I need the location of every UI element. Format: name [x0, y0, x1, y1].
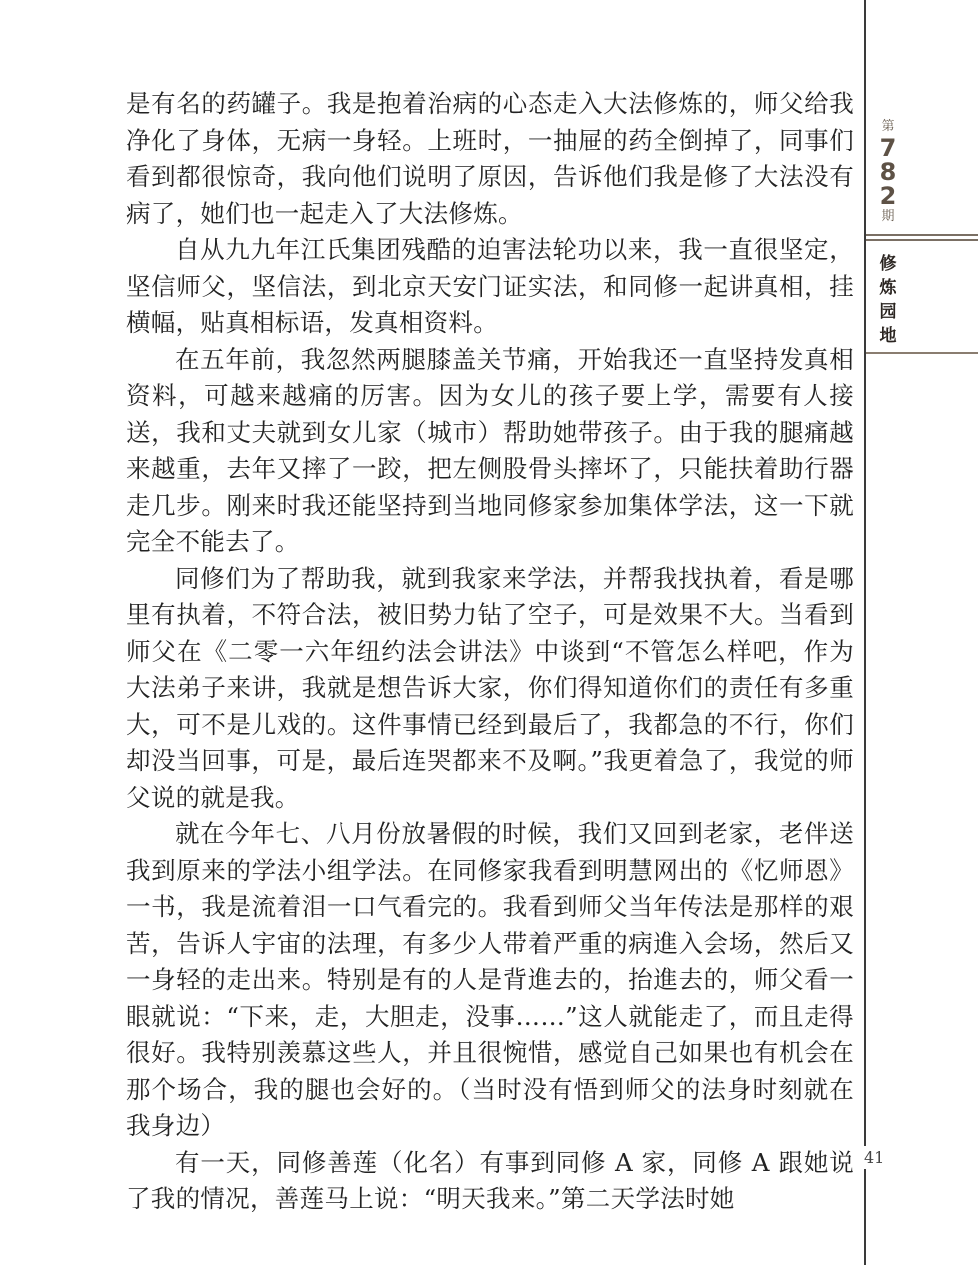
- section-char-1: 修: [879, 254, 897, 274]
- sidebar-bottom-rule: [866, 352, 978, 354]
- issue-number-8: 8: [879, 158, 897, 186]
- article-body: [126, 86, 854, 1218]
- paragraph-5: 就在今年七、八月份放暑假的时候，我们又回到老家，老伴送我到原来的学法小组学法。在同修家我看到明慧网出的《忆师恩》一书，我是流着泪一口气看完的。我看到师父当年传法是那样的艰苦，告诉人宇宙的法理，有多少人带着严重的病進入会场，然后又一身轻的走出来。特别是有的人是背進去的，抬進去的，师父看一眼就说：“下来，走，大胆走，没事……”这人就能走了，而且走得很好。我特别羡慕这些人，并且很惋惜，感觉自己如果也有机会在那个场合，我的腿也会好的。（当时没有悟到师父的法身时刻就在我身边）: [126, 819, 854, 1140]
- section-title: [868, 252, 908, 348]
- issue-prefix: 第: [881, 119, 895, 134]
- issue-number-7: 7: [879, 134, 897, 162]
- issue-label: [868, 118, 908, 226]
- paragraph-1: 是有名的药罐子。我是抱着治病的心态走入大法修炼的，师父给我净化了身体，无病一身轻。上班时，一抽屉的药全倒掉了，同事们看到都很惊奇，我向他们说明了原因，告诉他们我是修了大法没有病了，她们也一起走入了大法修炼。: [126, 89, 854, 228]
- issue-suffix: 期: [881, 209, 895, 224]
- issue-number-2: 2: [879, 182, 897, 210]
- section-char-2: 炼: [879, 278, 897, 298]
- paragraph-6: 有一天，同修善莲（化名）有事到同修 A 家，同修 A 跟她说了我的情况，善莲马上说：“明天我来。”第二天学法时她: [126, 1147, 854, 1213]
- page-number: 41: [864, 1148, 885, 1167]
- paragraph-2: 自从九九年江氏集团残酷的迫害法轮功以来，我一直很坚定，坚信师父，坚信法，到北京天安门证实法，和同修一起讲真相，挂横幅，贴真相标语，发真相资料。: [126, 235, 854, 337]
- section-char-3: 园: [879, 302, 897, 322]
- section-char-4: 地: [879, 326, 897, 346]
- sidebar-divider: [866, 234, 978, 241]
- paragraph-4: 同修们为了帮助我，就到我家来学法，并帮我找执着，看是哪里有执着，不符合法，被旧势力钻了空子，可是效果不大。当看到师父在《二零一六年纽约法会讲法》中谈到“不管怎么样吧，作为大法弟子来讲，我就是想告诉大家，你们得知道你们的责任有多重大，可不是儿戏的。这件事情已经到最后了，我都急的不行，你们却没当回事，可是，最后连哭都来不及啊。”我更着急了，我觉的师父说的就是我。: [126, 563, 854, 812]
- paragraph-3: 在五年前，我忽然两腿膝盖关节痛，开始我还一直坚持发真相资料，可越来越痛的厉害。因为女儿的孩子要上学，需要有人接送，我和丈夫就到女儿家（城市）帮助她带孩子。由于我的腿痛越来越重，去年又摔了一跤，把左侧股骨头摔坏了，只能扶着助行器走几步。刚来时我还能坚持到当地同修家参加集体学法，这一下就完全不能去了。: [126, 344, 854, 556]
